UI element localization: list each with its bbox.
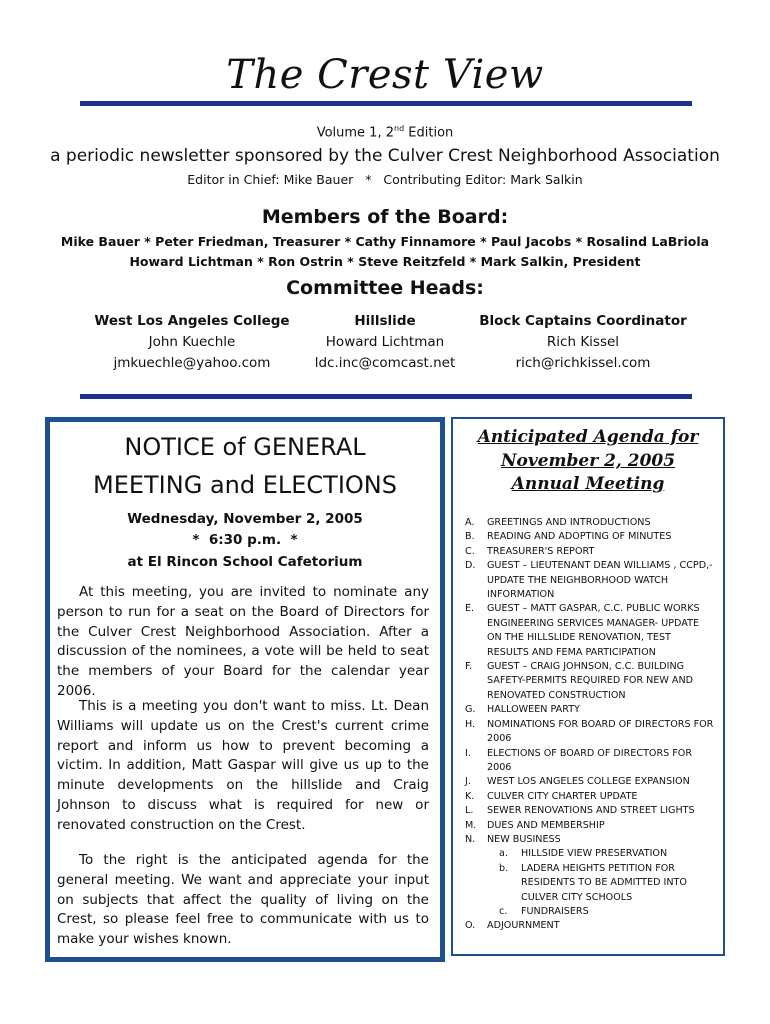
- committee-email[interactable]: rich@richkissel.com: [515, 355, 651, 371]
- committee-heading: Committee Heads:: [286, 277, 484, 299]
- board-heading: Members of the Board:: [261, 206, 509, 228]
- agenda-item: N. NEW BUSINESS: [465, 833, 561, 845]
- agenda-item: B. READING AND ADOPTING OF MINUTES: [465, 531, 672, 543]
- agenda-list: [465, 516, 715, 934]
- agenda-item: G. HALLOWEEN PARTY: [465, 704, 580, 716]
- agenda-item: H. NOMINATIONS FOR BOARD OF DIRECTORS FOR 2006: [465, 718, 714, 745]
- committee-wlac: [82, 311, 302, 374]
- bottom-divider: [80, 394, 692, 399]
- agenda-item: F. GUEST – CRAIG JOHNSON, C.C. BUILDING SAFETY-PERMITS REQUIRED FOR NEW AND RENOVATED CONSTRUCTION: [465, 661, 694, 701]
- tagline: a periodic newsletter sponsored by the Culver Crest Neighborhood Association: [50, 146, 720, 166]
- agenda-item: K. CULVER CITY CHARTER UPDATE: [465, 790, 638, 802]
- agenda-item: A. GREETINGS AND INTRODUCTIONS: [465, 517, 651, 528]
- notice-paragraph-2: This is a meeting you don't want to miss. Lt. Dean Williams will update us on the Crest's current crime report and inform us how to prevent becoming a victim. In addition, Matt Gaspar will give us up to the minute developments on the hillslide and Craig Johnson to discuss what is required for new or renovated construction on the Crest.: [57, 698, 429, 833]
- board-members-line-2: Howard Lichtman * Ron Ostrin * Steve Reitzfeld * Mark Salkin, President: [129, 254, 641, 269]
- committee-person: Howard Lichtman: [325, 334, 445, 350]
- agenda-item: E. GUEST – MATT GASPAR, C.C. PUBLIC WORKS ENGINEERING SERVICES MANAGER- UPDATE ON THE HILLSLIDE RENOVATION, TEST RESULTS AND FEMA PARTICIPATION: [465, 603, 700, 658]
- editors-line: Editor in Chief: Mike Bauer * Contributing Editor: Mark Salkin: [187, 172, 583, 187]
- notice-paragraph-3: To the right is the anticipated agenda for the general meeting. We want and appreciate your input on subjects that affect the quality of living on the Crest, so please feel free to communicate with us to make your wishes known.: [57, 852, 429, 948]
- committee-email[interactable]: ldc.inc@comcast.net: [314, 355, 456, 371]
- committee-person: John Kuechle: [148, 334, 236, 350]
- volume-edition: Volume 1, 2nd Edition: [316, 124, 454, 141]
- committee-name: West Los Angeles College: [94, 313, 290, 329]
- agenda-item: C. TREASURER'S REPORT: [465, 545, 595, 557]
- top-divider: [80, 101, 692, 106]
- agenda-title: Anticipated Agenda for November 2, 2005 Annual Meeting: [477, 427, 699, 494]
- committee-hillslide: [275, 311, 495, 374]
- committee-block-captains: [473, 311, 693, 374]
- agenda-subitem: a. HILLSIDE VIEW PRESERVATION: [499, 848, 668, 860]
- notice-paragraph-1: At this meeting, you are invited to nominate any person to run for a seat on the Board of Directors for the Culver Crest Neighborhood Association. After a discussion of the nominees, a vote will be held to seat the members of your Board for the calendar year 2006.: [57, 584, 429, 699]
- agenda-subitem: c. FUNDRAISERS: [499, 905, 589, 917]
- committee-name: Hillslide: [354, 313, 416, 329]
- committee-person: Rich Kissel: [546, 334, 620, 350]
- agenda-item: J. WEST LOS ANGELES COLLEGE EXPANSION: [465, 776, 690, 788]
- committee-email[interactable]: jmkuechle@yahoo.com: [113, 355, 271, 371]
- board-members-line-1: Mike Bauer * Peter Friedman, Treasurer * Cathy Finnamore * Paul Jacobs * Rosalind LaBriola: [60, 234, 710, 249]
- meeting-time: * 6:30 p.m. *: [192, 532, 298, 548]
- agenda-item: I. ELECTIONS OF BOARD OF DIRECTORS FOR 2006: [465, 747, 693, 773]
- agenda-subitem: b. LADERA HEIGHTS PETITION FOR RESIDENTS TO BE ADMITTED INTO CULVER CITY SCHOOLS: [499, 862, 687, 903]
- agenda-item: D. GUEST – LIEUTENANT DEAN WILLIAMS , CCPD,- UPDATE THE NEIGHBORHOOD WATCH INFORMATION: [465, 560, 713, 601]
- agenda-item: L. SEWER RENOVATIONS AND STREET LIGHTS: [465, 805, 695, 817]
- agenda-item: M. DUES AND MEMBERSHIP: [465, 819, 605, 831]
- agenda-item: O. ADJOURNMENT: [465, 920, 560, 932]
- meeting-date: Wednesday, November 2, 2005: [127, 511, 363, 527]
- committee-name: Block Captains Coordinator: [479, 313, 687, 329]
- notice-title: NOTICE of GENERAL MEETING and ELECTIONS: [92, 433, 397, 499]
- meeting-place: at El Rincon School Cafetorium: [127, 554, 363, 570]
- masthead-title: The Crest View: [226, 52, 544, 98]
